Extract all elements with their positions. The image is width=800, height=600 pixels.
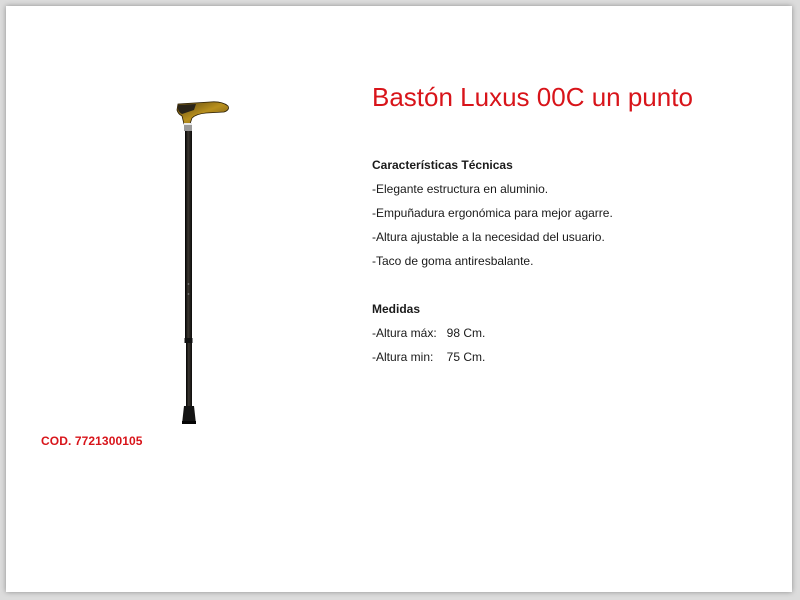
product-code: COD. 7721300105 (41, 434, 143, 448)
specs-section (372, 158, 772, 374)
feature-item: -Empuñadura ergonómica para mejor agarre. (372, 206, 613, 220)
feature-item: -Elegante estructura en aluminio. (372, 182, 549, 196)
technical-features-heading: Características Técnicas (372, 158, 513, 172)
product-sheet (6, 6, 792, 592)
section-spacer (372, 278, 772, 302)
walking-cane-icon (166, 94, 246, 434)
measures-heading: Medidas (372, 302, 421, 316)
feature-item: -Taco de goma antiresbalante. (372, 254, 534, 268)
measure-item: -Altura min: 75 Cm. (372, 350, 486, 364)
feature-item: -Altura ajustable a la necesidad del usuario. (372, 230, 605, 244)
product-title: Bastón Luxus 00C un punto (372, 82, 693, 112)
measure-item: -Altura máx: 98 Cm. (372, 326, 486, 340)
